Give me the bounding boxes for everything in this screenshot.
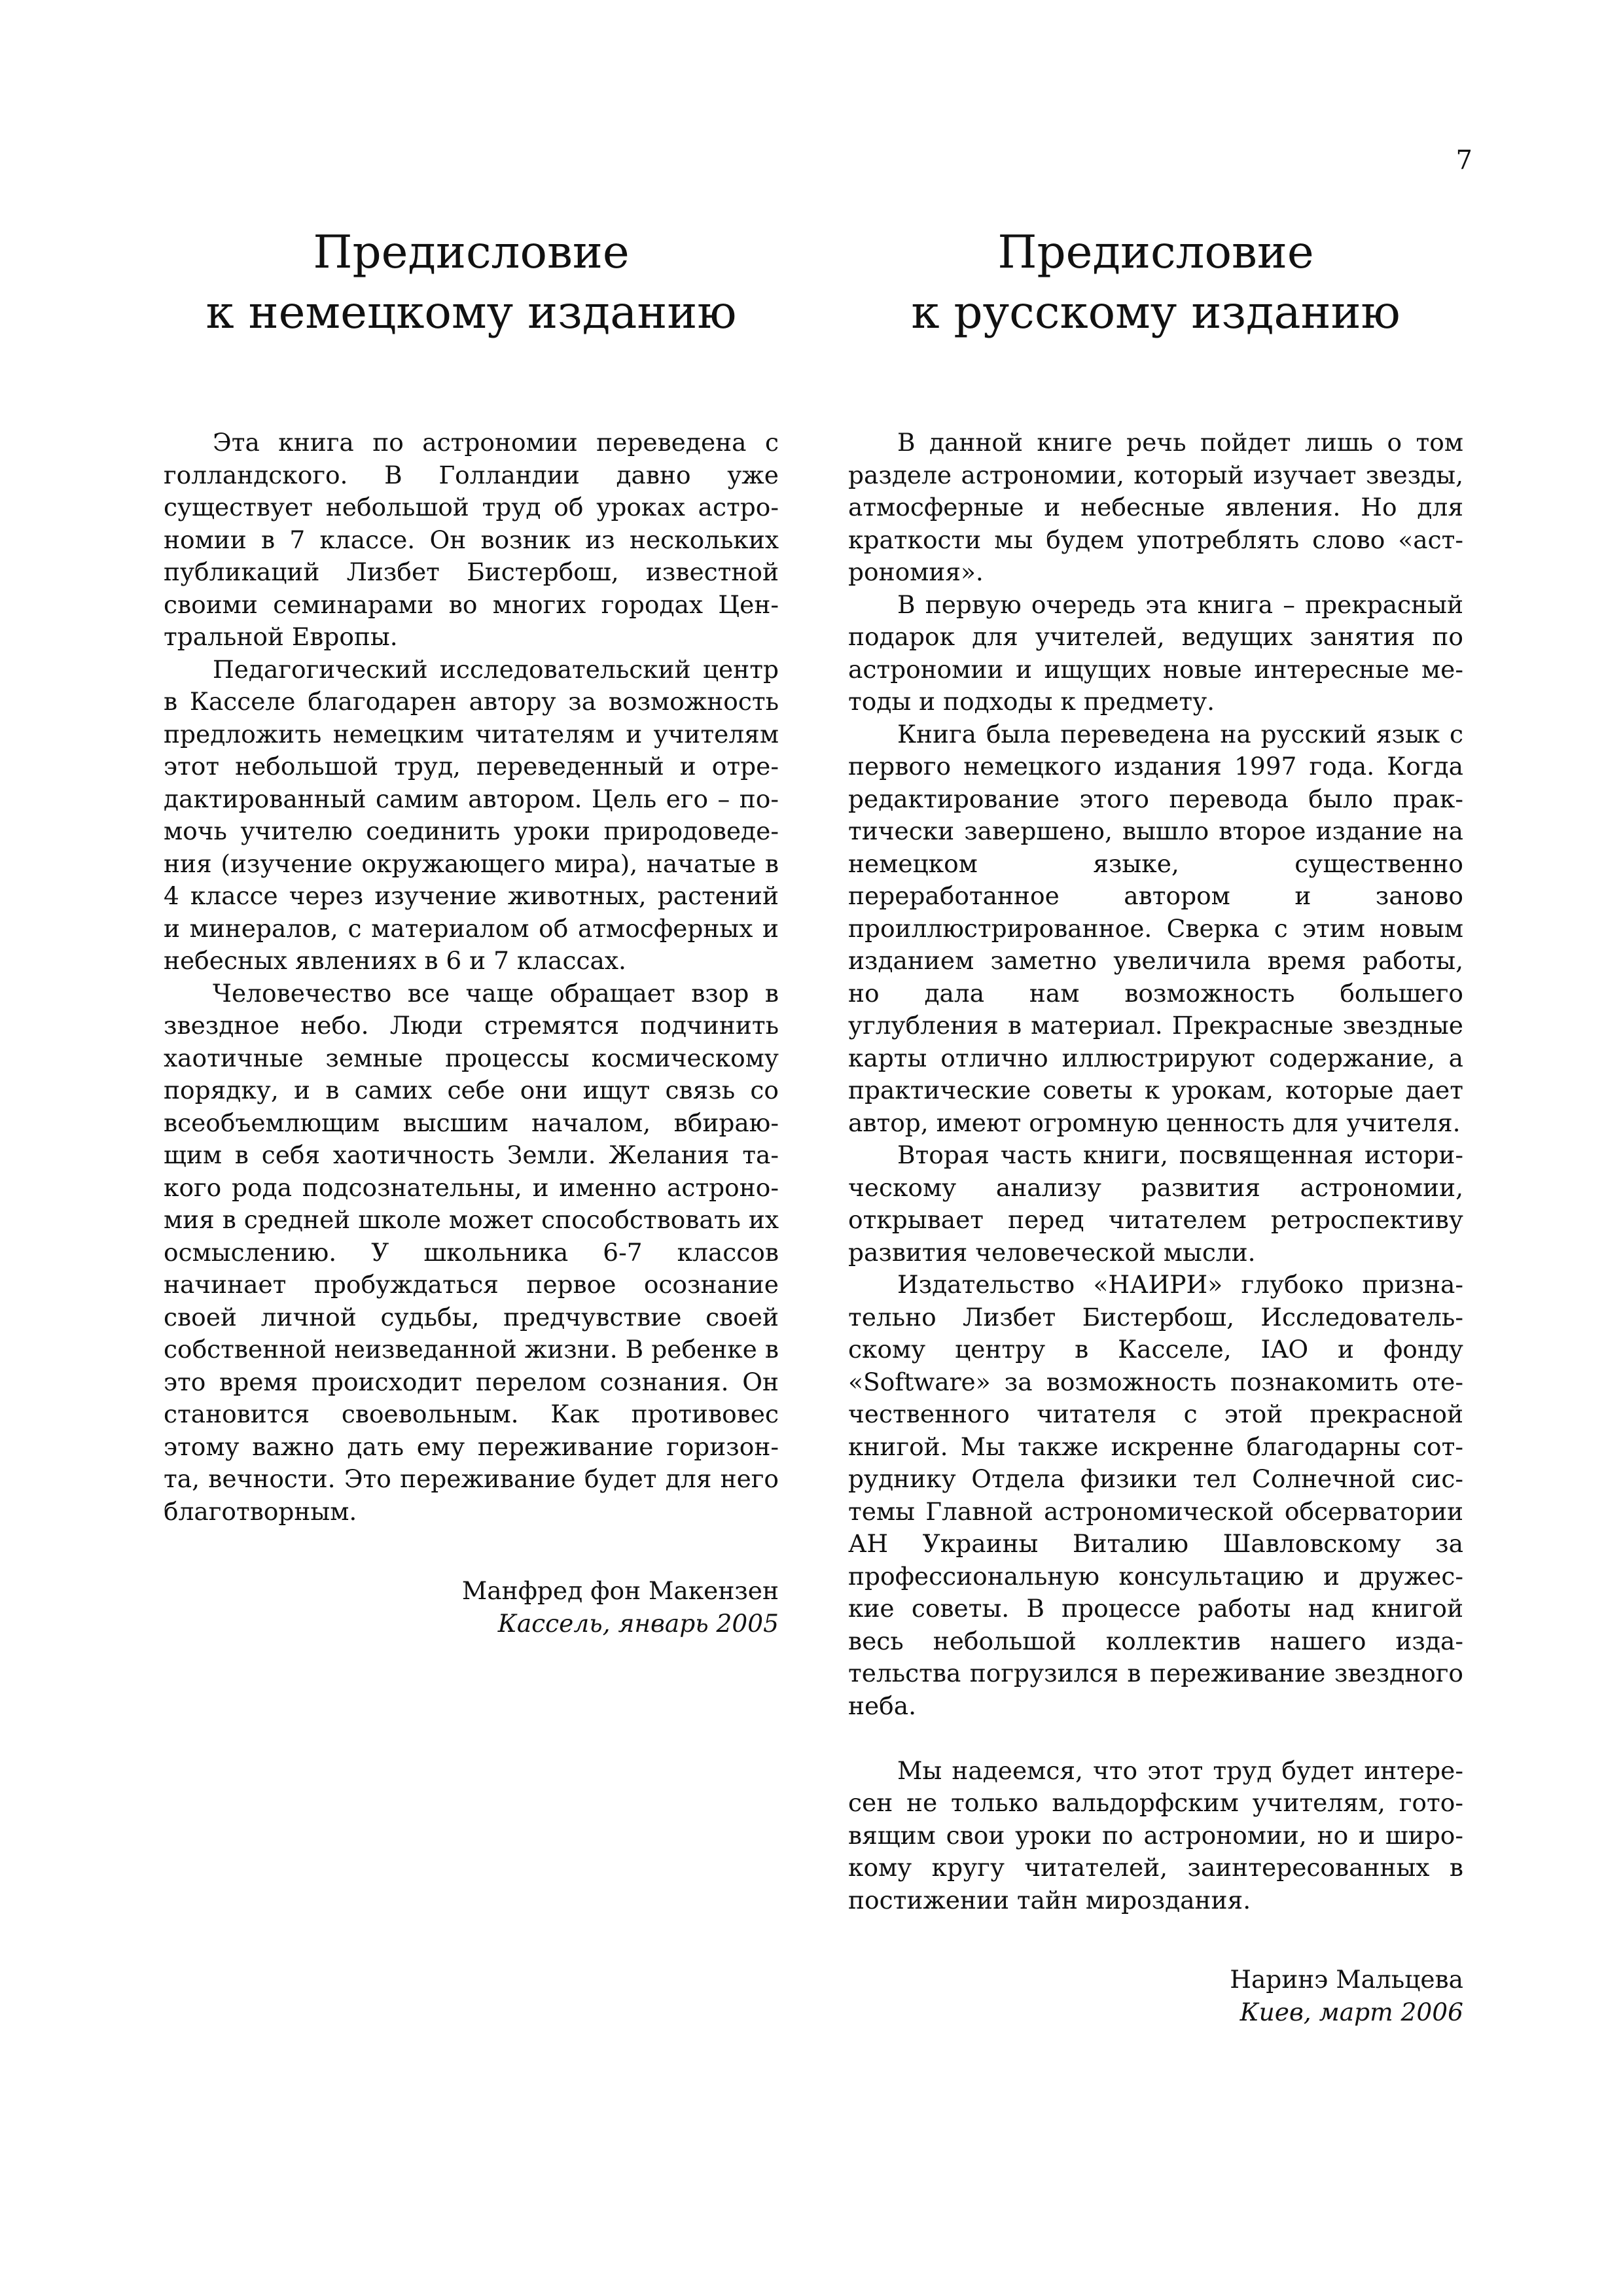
signature-author: Наринэ Мальцева [1230,1965,1463,1994]
paragraph: Педагогический исследовательский центр в Касселе благодарен автору за возможность предложить немецким читателям и учителям этот небольшой труд, переведенный и отредактированный самим автором. Цель его – помочь учителю соединить уроки природоведения (изучение окружающего мира), начатые в 4 классе через изучение животных, растений и минералов, с материалом об атмосферных и небесных явлениях в 6 и 7 классах. [164,654,779,975]
german-preface-text [164,427,779,1528]
signature-author: Манфред фон Макензен [461,1576,779,1605]
russian-preface-title-line2: к русскому изданию [911,287,1400,339]
russian-preface-title [848,222,1463,343]
paragraph: Человечество все чаще обращает взор в звездное небо. Люди стремятся подчинить хаотичные земные процессы космическому порядку, и в самих себе они ищут связь со всеобъемлющим высшим началом, вбирающим в себя хаотичность Земли. Желания такого рода подсознательны, и именно астрономия в средней школе может способствовать их осмыслению. У школьника 6-7 классов начинает пробуждаться первое осознание своей личной судьбы, предчувствие своей собственной неизведанной жизни. В ребенке в это время происходит перелом сознания. Он становится своевольным. Как противовес этому важно дать ему переживание горизонта, вечности. Это переживание будет для него благотворным. [164,978,779,1526]
german-preface-signature [164,1575,779,1640]
signature-place-date: Киев, март 2006 [1240,1997,1463,2026]
paragraph: Книга была переведена на русский язык с первого немецкого издания 1997 года. Когда редактирование этого перевода было практически завершено, вышло второе издание на немецком языке, существенно переработанное автором и заново проиллюстрированное. Сверка с этим новым изданием заметно увеличила время работы, но дала нам возможность большего углубления в материал. Прекрасные звездные карты отлично иллюстрируют содержание, а практические советы к урокам, которые дает автор, имеют огромную ценность для учителя. [848,719,1463,1137]
page-number: 7 [1455,145,1472,175]
german-preface-title-line2: к немецкому изданию [205,287,737,339]
russian-preface-signature [848,1964,1463,2028]
paragraph: Эта книга по астрономии переведена с голландского. В Голландии давно уже существует небольшой труд об уроках астрономии в 7 классе. Он возник из нескольких публикаций Лизбет Бистербош, известной своими семинарами во многих городах Центральной Европы. [164,428,779,651]
russian-preface-column [848,222,1463,2028]
paragraph: В первую очередь эта книга – прекрасный подарок для учителей, ведущих занятия по астрономии и ищущих новые интересные методы и подходы к предмету. [848,590,1463,716]
paragraph: В данной книге речь пойдет лишь о том разделе астрономии, который изучает звезды, атмосферные и небесные явления. Но для краткости мы будем употреблять слово «астрономия». [848,428,1463,586]
russian-preface-title-line1: Предисловие [997,226,1314,279]
german-preface-column [164,222,779,1640]
german-preface-title [164,222,779,343]
paragraph: Мы надеемся, что этот труд будет интересен не только вальдорфским учителям, готовящим свои уроки по астрономии, но и широкому кругу читателей, заинтересованных в постижении тайн мироздания. [848,1756,1463,1915]
signature-place-date: Кассель, январь 2005 [497,1608,779,1638]
paragraph: Вторая часть книги, посвященная историческому анализу развития астрономии, открывает перед читателем ретроспективу развития человеческой мысли. [848,1140,1463,1267]
german-preface-title-line1: Предисловие [313,226,630,279]
paragraph: Издательство «НАИРИ» глубоко признательно Лизбет Бистербош, Исследовательскому центру в Касселе, IAO и фонду «Software» за возможность познакомить отечественного читателя с этой прекрасной книгой. Мы также искренне благодарны сотруднику Отдела физики тел Солнечной системы Главной астрономической обсерватории АН Украины Виталию Шавловскому за профессиональную консультацию и дружеские советы. В процессе работы над книгой весь небольшой коллектив нашего издательства погрузился в переживание звездного неба. [848,1270,1463,1720]
russian-preface-text [848,427,1463,1916]
